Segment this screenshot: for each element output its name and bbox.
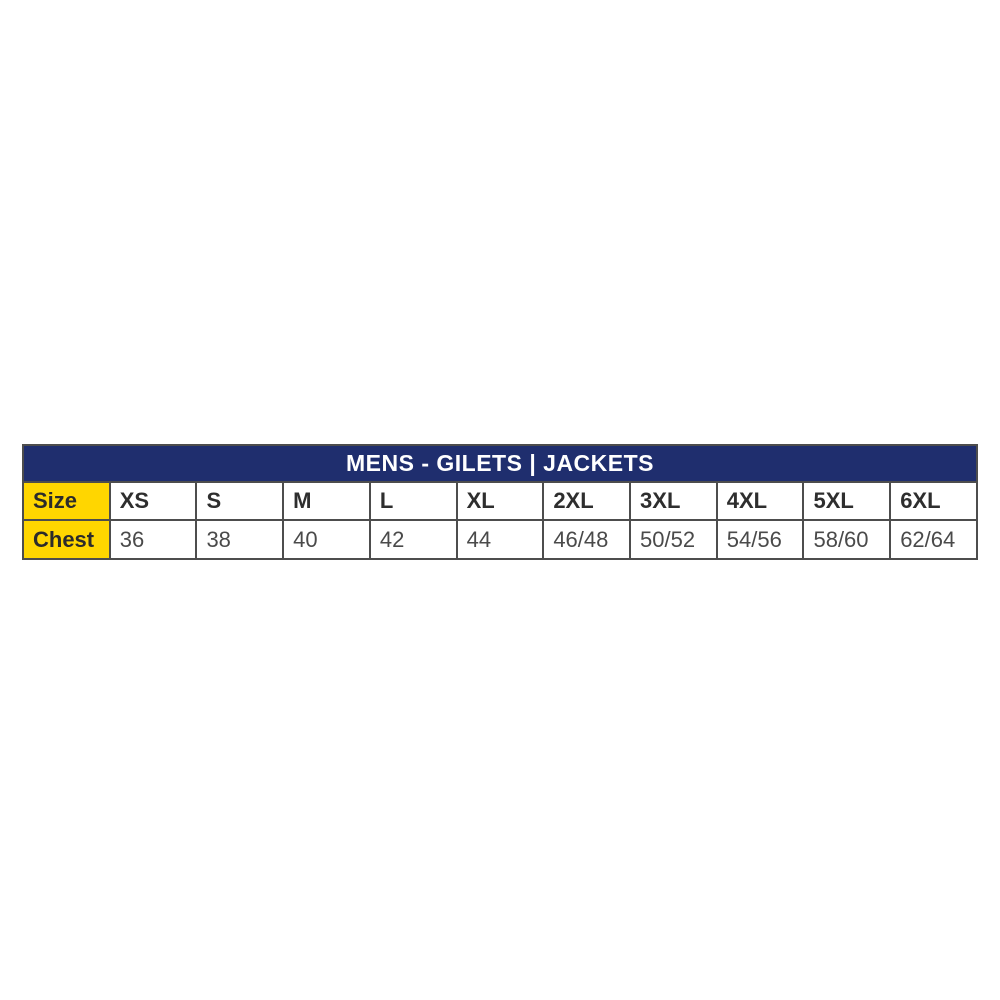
- chest-cell-s: 38: [196, 520, 283, 559]
- chest-cell-4xl: 54/56: [717, 520, 804, 559]
- size-cell-xl: XL: [457, 482, 544, 520]
- chest-cell-5xl: 58/60: [803, 520, 890, 559]
- size-cell-m: M: [283, 482, 370, 520]
- size-cell-3xl: 3XL: [630, 482, 717, 520]
- size-row: [23, 482, 977, 520]
- chest-cell-3xl: 50/52: [630, 520, 717, 559]
- size-cell-2xl: 2XL: [543, 482, 630, 520]
- size-chart-table: [22, 444, 978, 560]
- chest-row: [23, 520, 977, 559]
- table-title: MENS - GILETS | JACKETS: [23, 445, 977, 482]
- size-cell-4xl: 4XL: [717, 482, 804, 520]
- chest-cell-2xl: 46/48: [543, 520, 630, 559]
- table-title-row: [23, 445, 977, 482]
- size-cell-s: S: [196, 482, 283, 520]
- size-cell-xs: XS: [110, 482, 197, 520]
- size-cell-l: L: [370, 482, 457, 520]
- chest-cell-6xl: 62/64: [890, 520, 977, 559]
- chest-cell-l: 42: [370, 520, 457, 559]
- chest-cell-xl: 44: [457, 520, 544, 559]
- chest-cell-m: 40: [283, 520, 370, 559]
- size-cell-6xl: 6XL: [890, 482, 977, 520]
- chest-row-label: Chest: [23, 520, 110, 559]
- size-cell-5xl: 5XL: [803, 482, 890, 520]
- chest-cell-xs: 36: [110, 520, 197, 559]
- size-row-label: Size: [23, 482, 110, 520]
